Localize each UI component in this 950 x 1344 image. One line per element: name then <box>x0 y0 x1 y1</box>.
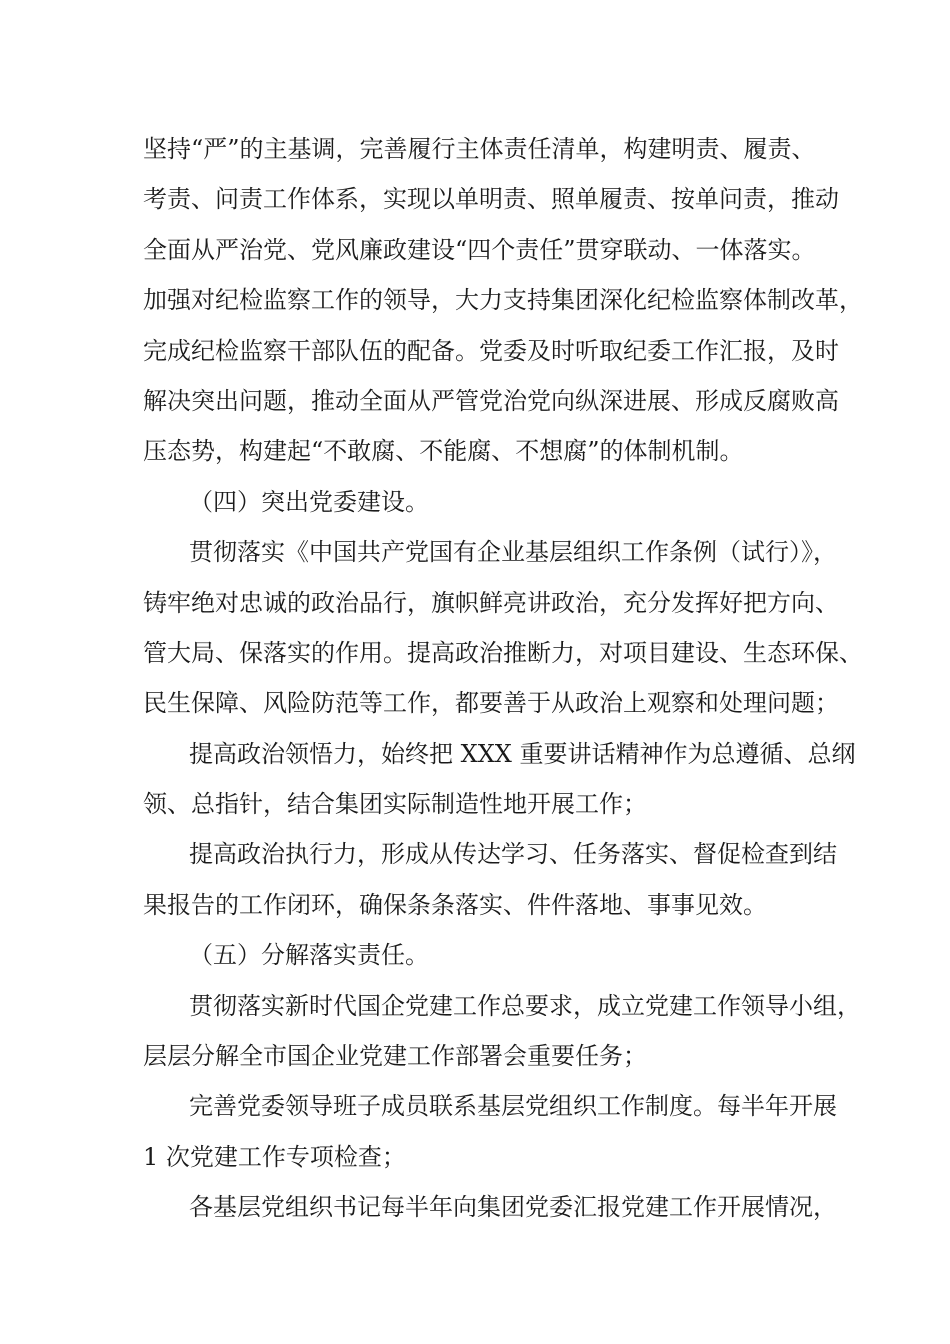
text-line: 加强对纪检监察工作的领导，大力支持集团深化纪检监察体制改革， <box>143 286 863 315</box>
text-line: 果报告的工作闭环，确保条条落实、件件落地、事事见效。 <box>143 890 767 919</box>
section-heading-four: （四）突出党委建设。 <box>189 487 429 516</box>
text-line: 考责、问责工作体系，实现以单明责、照单履责、按单问责，推动 <box>143 185 839 214</box>
text-line: 民生保障、风险防范等工作，都要善于从政治上观察和处理问题； <box>143 689 839 718</box>
text-line: 完成纪检监察干部队伍的配备。党委及时听取纪委工作汇报，及时 <box>143 336 839 365</box>
text-line: 完善党委领导班子成员联系基层党组织工作制度。每半年开展 <box>189 1092 837 1121</box>
text-line: 管大局、保落实的作用。提高政治推断力，对项目建设、生态环保、 <box>143 638 863 667</box>
text-line: 层层分解全市国企业党建工作部署会重要任务； <box>143 1042 647 1071</box>
section-heading-five: （五）分解落实责任。 <box>189 941 429 970</box>
text-line: 提高政治领悟力，始终把 XXX 重要讲话精神作为总遵循、总纲 <box>189 739 856 768</box>
text-line: 贯彻落实新时代国企党建工作总要求，成立党建工作领导小组， <box>189 991 861 1020</box>
body-text <box>143 124 863 1233</box>
text-line: 领、总指针，结合集团实际制造性地开展工作； <box>143 790 647 819</box>
text-line: 贯彻落实《中国共产党国有企业基层组织工作条例（试行）》， <box>189 538 837 567</box>
text-line: 1 次党建工作专项检查； <box>143 1142 406 1171</box>
text-line: 解决突出问题，推动全面从严管党治党向纵深进展、形成反腐败高 <box>143 386 839 415</box>
text-line: 坚持“严”的主基调，完善履行主体责任清单，构建明责、履责、 <box>143 135 816 163</box>
text-line: 铸牢绝对忠诚的政治品行，旗帜鲜亮讲政治，充分发挥好把方向、 <box>143 588 839 617</box>
text-line: 全面从严治党、党风廉政建设“四个责任”贯穿联动、一体落实。 <box>143 235 816 264</box>
text-line: 提高政治执行力，形成从传达学习、任务落实、督促检查到结 <box>189 840 837 869</box>
text-line: 压态势，构建起“不敢腐、不能腐、不想腐”的体制机制。 <box>143 437 744 466</box>
text-line: 各基层党组织书记每半年向集团党委汇报党建工作开展情况， <box>189 1193 837 1222</box>
